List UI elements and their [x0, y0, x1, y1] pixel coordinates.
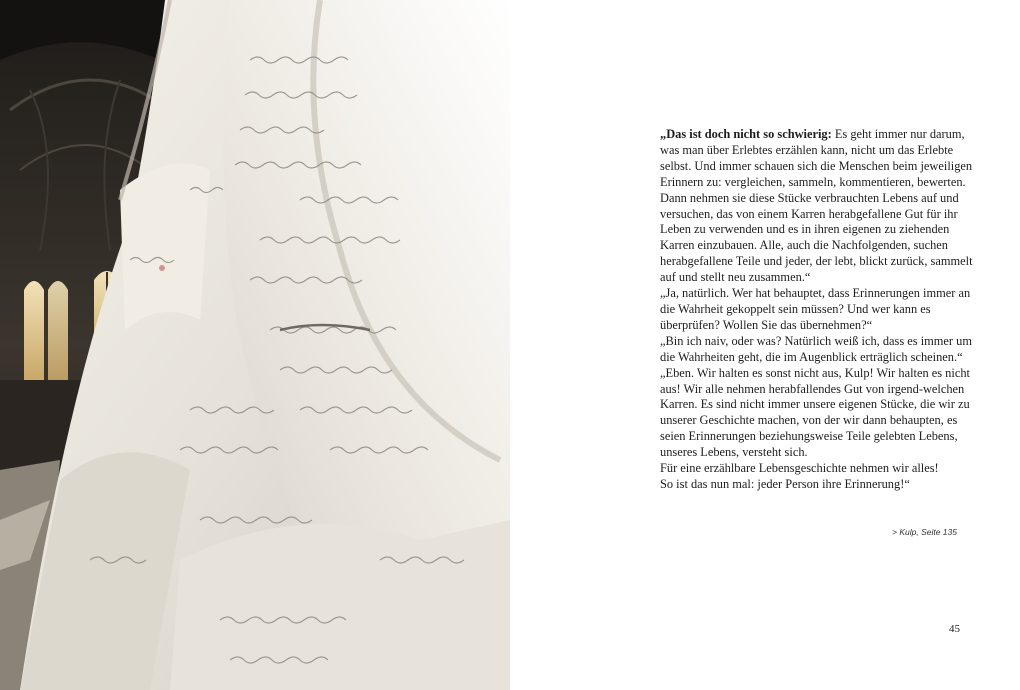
page-number: 45: [949, 623, 960, 635]
paragraph-1: [660, 127, 980, 286]
paragraph-1-text: Es geht immer nur darum, was man über Erlebtes erzählen kann, nicht um das Erlebte selbst. Und immer schauen sich die Menschen beim jeweiligen Erinnern zu: vergleichen, sammeln, kommentieren, bewerten. Dann nehmen sie diese Stücke verbrauchten Lebens auf und versuchen, das von einem Karren herabgefallene Gut für ihr Leben zu verwenden und es in ihren eigenen zu ziehenden Karren einzubauen. Alle, auch die Nachfolgenden, suchen herabgefallene Teile und jeder, der lebt, blickt zurück, sammelt auf und stellt neu zusammen.“: [660, 127, 973, 285]
paragraph-5: Für eine erzählbare Lebensgeschichte nehmen wir alles!: [660, 461, 939, 476]
text-page: [510, 0, 1020, 690]
paragraph-6: So ist das nun mal: jeder Person ihre Erinnerung!“: [660, 476, 910, 491]
source-reference: > Kulp, Seite 135: [892, 527, 957, 537]
lead-phrase: „Das ist doch nicht so schwierig:: [660, 127, 832, 141]
paragraph-4: „Eben. Wir halten es sonst nicht aus, Kulp! Wir halten es nicht aus! Wir alle nehmen herabfallendes Gut von irgend-welchen Karren. Es sind nicht immer unsere eigenen Stücke, die wir zu unserer Geschichte machen, von der wir dann behaupten, es seien Erinnerungen beziehungsweise Teile gelebten Lebens, unseres Lebens, versteht sich.: [660, 365, 970, 460]
dialogue-text: [660, 127, 980, 493]
paragraph-3: „Bin ich naiv, oder was? Natürlich weiß ich, dass es immer um die Wahrheiten geht, die im Augenblick erträglich scheinen.“: [660, 333, 972, 364]
paragraph-2: „Ja, natürlich. Wer hat behauptet, dass Erinnerungen immer an die Wahrheit gekoppelt sein müssen? Und wer kann es überprüfen? Wollen Sie das übernehmen?“: [660, 286, 971, 332]
